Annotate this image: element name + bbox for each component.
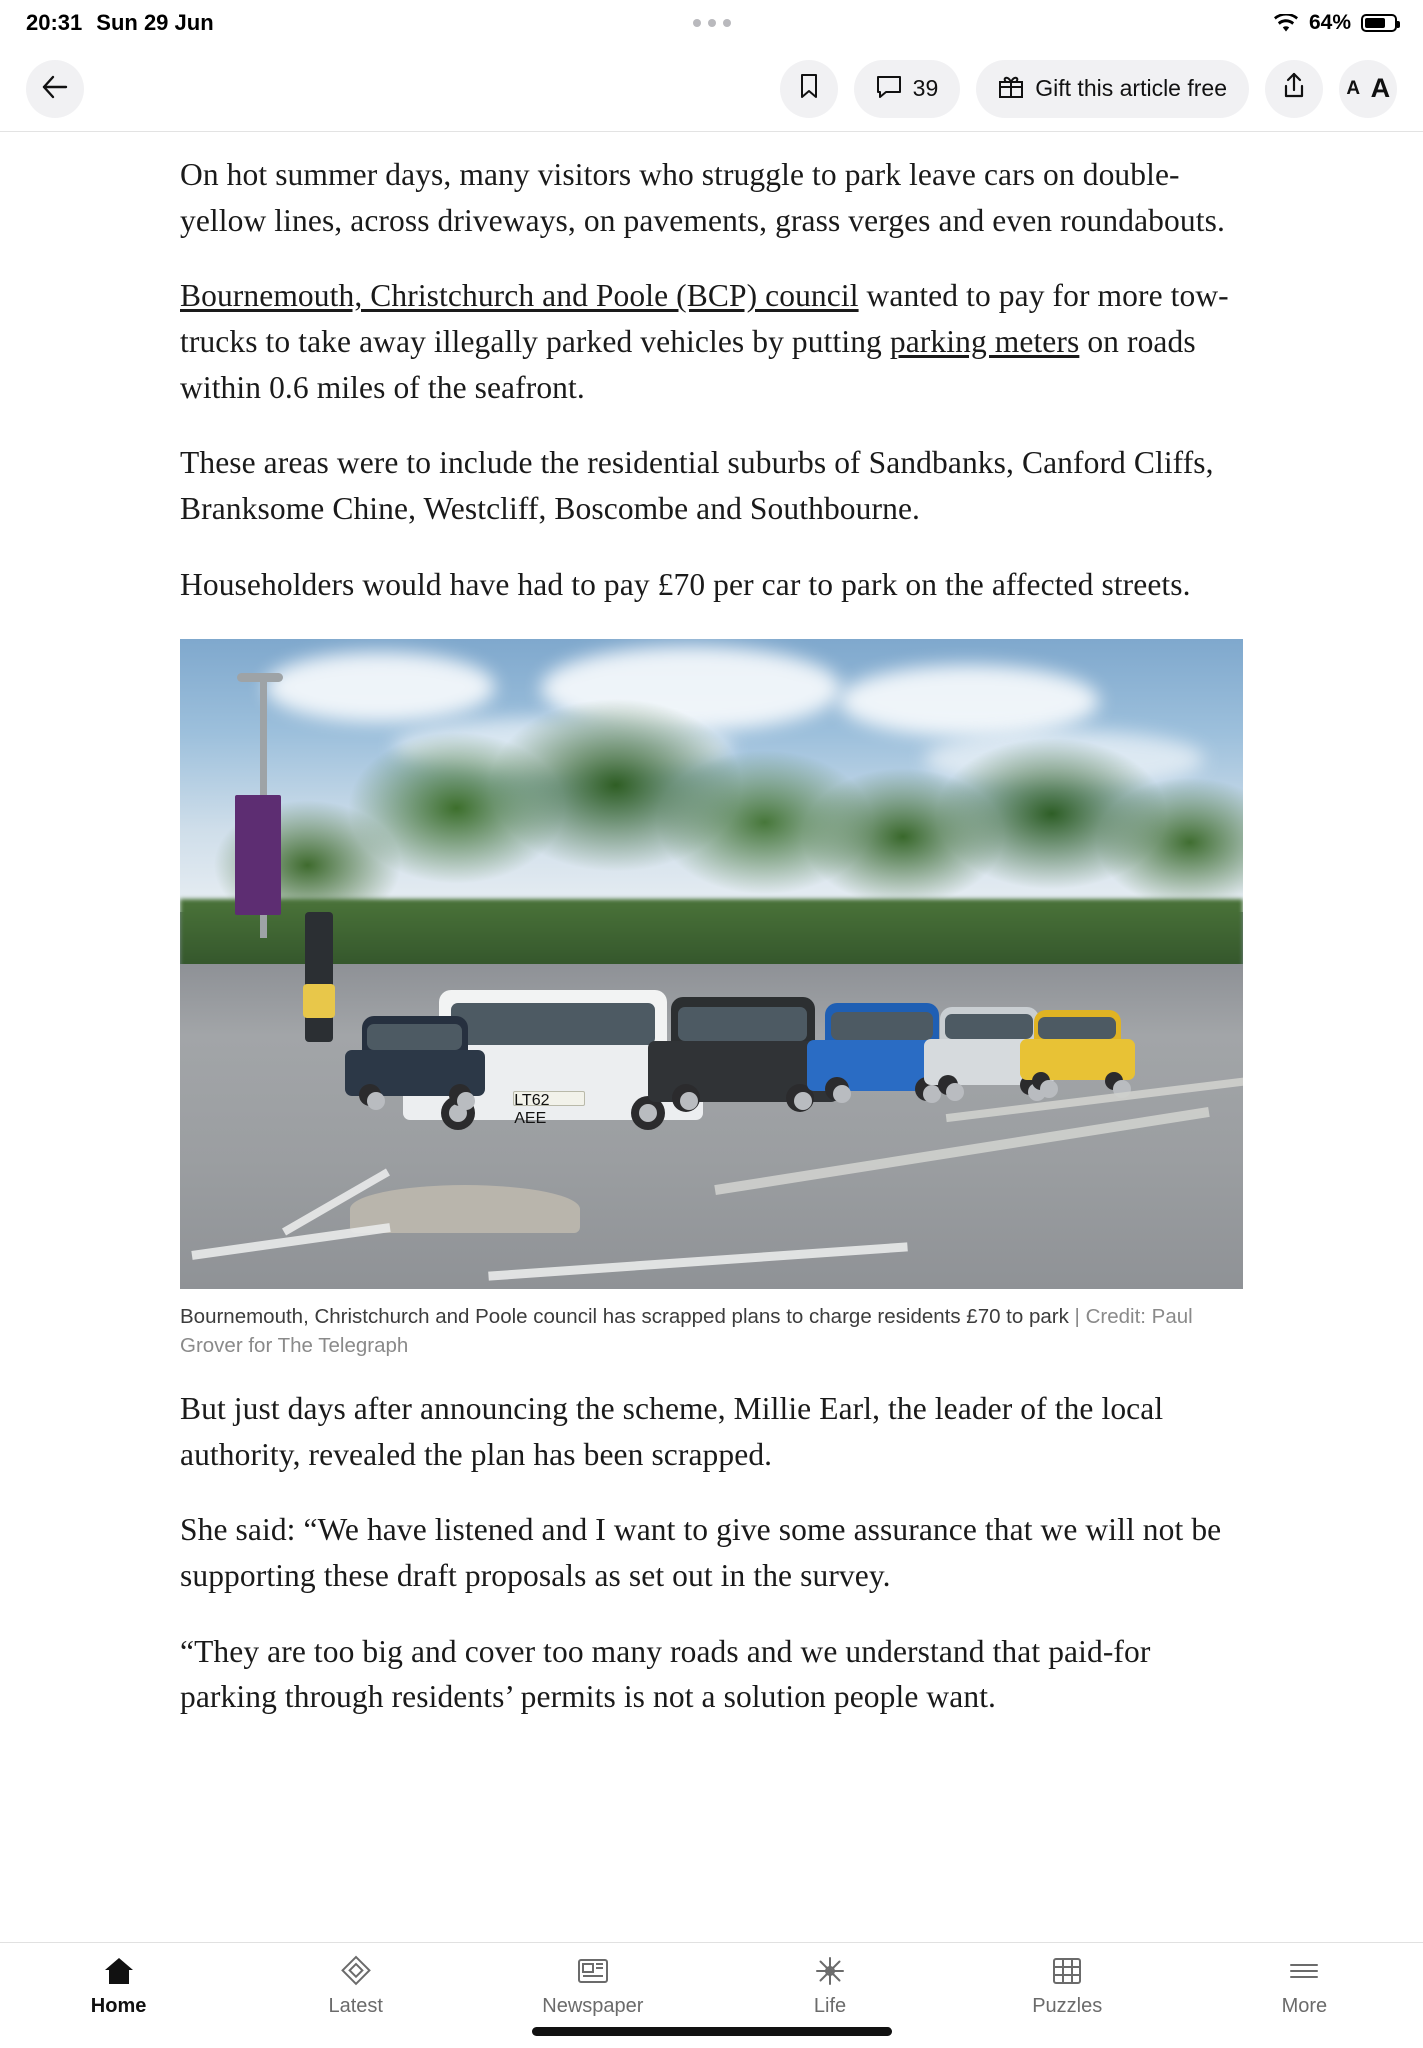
tab-more[interactable] (1217, 1955, 1392, 2018)
number-plate: LT62 AEE (513, 1091, 585, 1106)
bookmark-button[interactable] (780, 60, 838, 118)
paragraph-text-mid: wanted to pay for more tow-trucks to take away illegally parked vehicles by putting (180, 278, 1229, 360)
battery-icon (1361, 14, 1397, 32)
car-dark-left (345, 1016, 485, 1096)
parking-meter-panel (303, 984, 335, 1018)
parking-meters-link[interactable]: parking meters (889, 324, 1080, 360)
latest-diamond-icon (339, 1955, 373, 1987)
back-button[interactable] (26, 60, 84, 118)
article-toolbar (0, 46, 1423, 132)
puzzles-grid-icon (1050, 1955, 1084, 1987)
tab-life[interactable] (743, 1955, 918, 2018)
paragraph: But just days after announcing the scheme, Millie Earl, the leader of the local authority, revealed the plan has been scrapped. (180, 1390, 1164, 1472)
gift-icon (998, 73, 1024, 105)
text-size-button[interactable] (1339, 60, 1397, 118)
battery-percent: 64% (1308, 11, 1351, 34)
gift-article-button[interactable] (976, 60, 1249, 118)
more-lines-icon (1287, 1955, 1321, 1987)
wifi-icon (1273, 14, 1299, 33)
tab-home[interactable] (31, 1955, 206, 2018)
tab-latest[interactable] (268, 1955, 443, 2018)
status-bar-right (1273, 11, 1397, 35)
tab-life-label: Life (813, 1995, 847, 2017)
paragraph: On hot summer days, many visitors who struggle to park leave cars on double-yellow lines, across driveways, on pavements, grass verges and even roundabouts. (180, 157, 1225, 238)
paragraph: Householders would have had to pay £70 per car to park on the affected streets. (180, 566, 1191, 602)
comments-button[interactable] (854, 60, 961, 118)
bookmark-icon (799, 73, 819, 105)
bcp-council-link[interactable]: Bournemouth, Christchurch and Poole (BCP) council (180, 278, 859, 314)
home-indicator[interactable] (532, 2027, 892, 2036)
article-body[interactable] (0, 132, 1423, 1942)
toolbar-actions (780, 60, 1397, 118)
tab-puzzles[interactable] (980, 1955, 1155, 2018)
paragraph: These areas were to include the residential suburbs of Sandbanks, Canford Cliffs, Branksome Chine, Westcliff, Boscombe and Southbourne. (180, 445, 1214, 527)
lamp-head (237, 673, 283, 682)
tab-newspaper[interactable] (505, 1955, 680, 2018)
gift-article-label: Gift this article free (1035, 75, 1227, 101)
caption-text: Bournemouth, Christchurch and Poole council has scrapped plans to charge residents £70 to park (180, 1305, 1069, 1329)
parking-meter (305, 912, 333, 1042)
status-bar-left (26, 10, 214, 36)
paragraph: “They are too big and cover too many roads and we understand that paid-for parking through residents’ permits is not a solution people want. (180, 1633, 1151, 1715)
life-sparkle-icon (813, 1955, 847, 1987)
tab-newspaper-label: Newspaper (542, 1995, 644, 2017)
tab-latest-label: Latest (328, 1995, 383, 2017)
status-date: Sun 29 Jun (96, 10, 214, 35)
tab-home-label: Home (90, 1995, 147, 2017)
caption-credit: | Credit: Paul Grover for The Telegraph (180, 1305, 1193, 1357)
status-bar (0, 0, 1423, 46)
share-icon (1282, 72, 1306, 105)
information-sign (235, 795, 281, 915)
paragraph: She said: “We have listened and I want to give some assurance that we will not be supporting these draft proposals as set out in the survey. (180, 1512, 1222, 1593)
status-time: 20:31 (26, 10, 83, 35)
comment-bubble-icon (876, 74, 902, 104)
home-icon (102, 1955, 136, 1987)
newspaper-icon (576, 1955, 610, 1987)
article-figure (180, 639, 1243, 1360)
text-size-large-a: A (1370, 73, 1390, 103)
tab-more-label: More (1281, 1995, 1328, 2017)
text-size-small-a: A (1346, 77, 1360, 99)
paragraph-text-end: on roads within 0.6 miles of the seafront. (180, 324, 1196, 405)
tab-puzzles-label: Puzzles (1032, 1995, 1103, 2017)
back-arrow-icon (41, 74, 69, 103)
figure-caption (180, 1289, 1243, 1360)
comment-count: 39 (912, 75, 939, 101)
car-yellow (1020, 1010, 1135, 1080)
paragraph-with-links (180, 273, 1243, 410)
car-park-photo[interactable] (180, 639, 1243, 1289)
share-button[interactable] (1265, 60, 1323, 118)
